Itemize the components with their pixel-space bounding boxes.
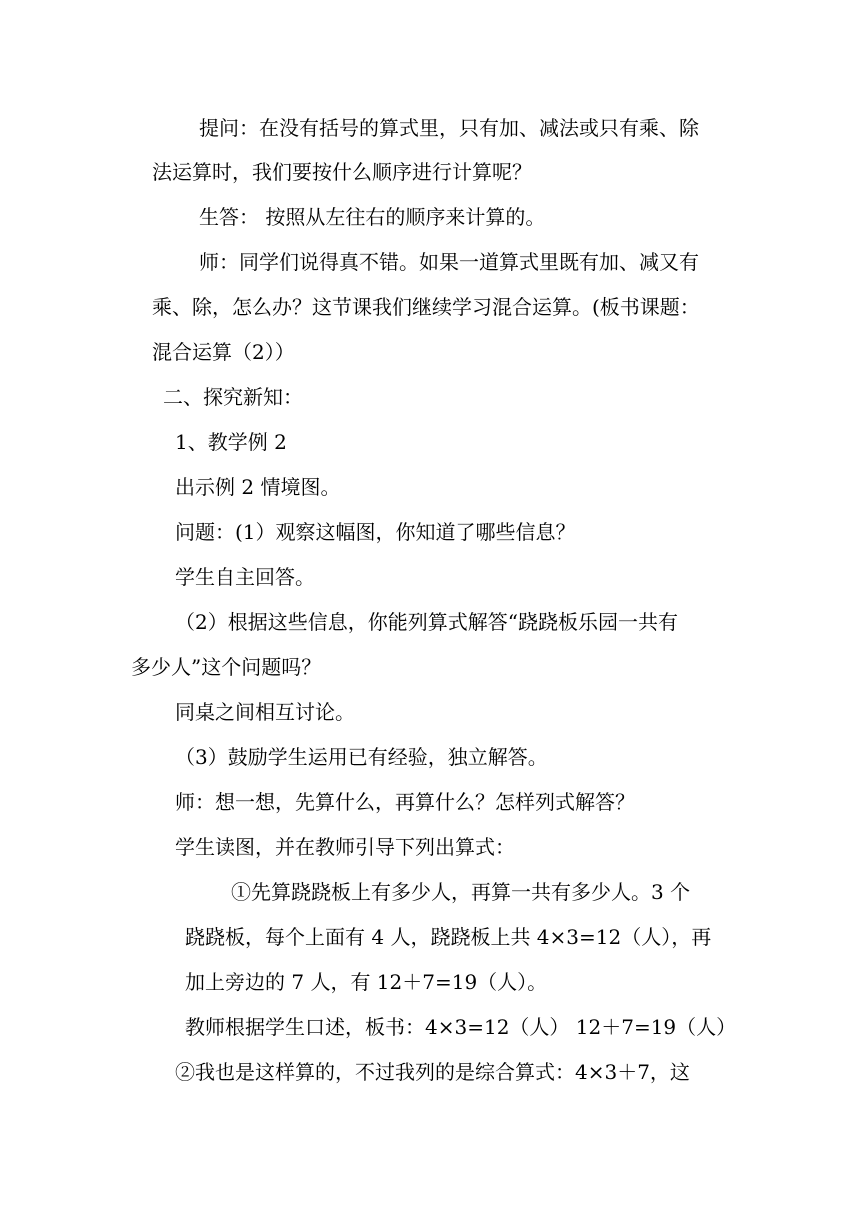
text-line-21: 教师根据学生口述，板书：4×3=12（人） 12＋7=19（人） [185, 1015, 737, 1039]
text-line-14: 同桌之间相互讨论。 [175, 700, 355, 724]
text-line-12: （2）根据这些信息，你能列算式解答“跷跷板乐园一共有 [175, 610, 678, 634]
text-line-11: 学生自主回答。 [175, 565, 315, 589]
text-line-3: 生答： 按照从左往右的顺序来计算的。 [199, 205, 546, 229]
text-line-6: 混合运算（2）） [152, 340, 295, 364]
text-line-18: ①先算跷跷板上有多少人，再算一共有多少人。3 个 [231, 880, 691, 904]
text-line-15: （3）鼓励学生运用已有经验，独立解答。 [175, 745, 548, 769]
text-line-19: 跷跷板，每个上面有 4 人，跷跷板上共 4×3=12（人），再 [185, 925, 712, 949]
section-heading: 二、探究新知： [163, 385, 303, 409]
text-line-2: 法运算时，我们要按什么顺序进行计算呢？ [152, 160, 532, 184]
text-line-5: 乘、除，怎么办？这节课我们继续学习混合运算。(板书课题： [152, 295, 700, 319]
text-line-22: ②我也是这样算的，不过我列的是综合算式：4×3＋7，这 [175, 1060, 690, 1084]
text-line-20: 加上旁边的 7 人，有 12＋7=19（人）。 [185, 970, 548, 994]
text-line-13: 多少人”这个问题吗？ [131, 655, 322, 679]
text-line-1: 提问：在没有括号的算式里，只有加、减法或只有乘、除 [199, 116, 699, 140]
text-line-10: 问题：(1）观察这幅图，你知道了哪些信息？ [175, 520, 576, 544]
text-line-8: 1、教学例 2 [175, 430, 287, 454]
text-line-17: 学生读图，并在教师引导下列出算式： [175, 835, 515, 859]
text-line-4: 师：同学们说得真不错。如果一道算式里既有加、减又有 [199, 250, 699, 274]
text-line-9: 出示例 2 情境图。 [175, 475, 341, 499]
text-line-16: 师：想一想，先算什么，再算什么？怎样列式解答？ [175, 790, 635, 814]
